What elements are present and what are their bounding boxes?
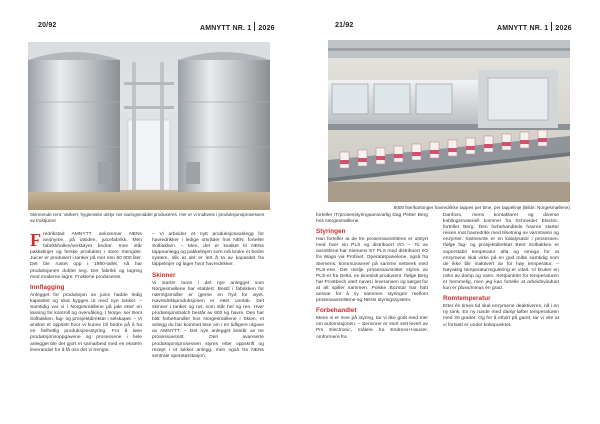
article-column-3 (316, 213, 428, 342)
body-paragraph: Danfoss, mens kontaktorer og diverse koblingsmateriell kommer fra Schneider Electric, forteller Berg. Den forbehandlede havren starter reisen mot havredrikk med tilsetning av varmtvann og enzymer. Sistnevnte er en katalysator i prosessen. Ifølge fag- og prosjektdirektør Bent Solbakken er superstabil temperatur alfa og omega for at enzymene skal virke på en god måte samtidig som de ikke blir inaktivert av for høy temperatur. – Nøyaktig temperaturregulering er vitalt. Vi bruker en miks av damp og vann. Settpunktet for temperaturen er hemmelig, men jeg kan fortelle at arbeidsvinduet kun er pluss/minus én grad. (443, 213, 559, 292)
header-divider (254, 22, 255, 31)
tank-hall-photo (28, 42, 270, 210)
lead-text: redrikstad AMNYTT ankommer NENs anonyme, på utsiden, juicefabrikk. Men fabrikkhallen/verktøyet bedrar. Inne står pakkelinjer og ferske produkter i store mengder. Juicer er produsert i tanker på mer enn 60 000 liter. Det ble rustet opp i 1980-tallet, nå har produksjonen doblet seg. Det fabrikk og lagring med moderne lagre. Fruktene produseres. (30, 232, 142, 280)
page-number: 21/92 (335, 22, 354, 29)
subheading: Styringen (316, 228, 346, 236)
magazine-year: 2026 (555, 25, 572, 32)
photo-caption: Skinnende rent: Varkert, hygieniske utstyr ner naringsmiddel produseres. Her er vi midtveis i produksjonsprosessen av fruktjuicer (30, 212, 265, 223)
article-column-1 (30, 232, 142, 355)
running-header (497, 22, 572, 34)
subheading: Romtemperatur (443, 295, 491, 303)
article-column-4 (443, 213, 559, 330)
body-paragraph: Anlegget for produksjon av juice hadde ledig kapasitet og skal bygges ut med nye tanker. – Samtidig var vi i Norgesmøllene på jakt etter en løsning for kontroll og overvåking. I Norge, ser Bent Solbakken, fag- og prosjektdirektør i selskapet. – Vi ønsket et oppsett hvor vi kunne bli bedre på å ha en helhetlig produksjonsstyring. For å løse produksjonsoppgavene og prosessene i hele anlegget ble det gjort et samarbeid med en ekstern leverandør for å få oss det vi trengte. (30, 292, 142, 353)
magazine-name: AMNYTT NR. 1 (497, 25, 549, 32)
body-paragraph: – Vi arbeider et nytt produksjonsanlegg for havredrikker i ledige områder hos NEN, forteller Solbakken. – Men, det er kvalitet til NENs tappeanlegg og pakkelinjen som må bruke et bedre system, slik at det er lett å ta av kapasitet fra tappelinjer og lager hvor havredrikker. (152, 232, 264, 268)
lead-paragraph (30, 232, 142, 281)
body-paragraph: Mens vi er inne på styring, tar vi like godt med mer om automasjonen. – Sensorer er stort sett levert av Pm Electronic, målere fra Endress+Hauser, omformere fra (316, 316, 428, 340)
body-paragraph: Han forteller at de tre prosessavsnittene er utstyrt med hver sin PLS og distribuert I/O. – To av avsnittene har Siemens S7 PLS med distribuert I/O fra Wago via Profinet. Operatørpanelene, også fra Siemens, kommuniserer på samme nettverk med PLS-ene. Det tredje prosessavsnittet styres av PLS-er fra Delta, en kinesisk produsent. Ifølge Berg har Frostbech vært navet i leveransen og sørget for at alt spiller sammen. Polske Bozstar har hatt ansvar for å sy sammen styringen mellom prosessavsnittene og NENs styringssystem. (316, 237, 428, 304)
page-number: 20/92 (38, 22, 57, 29)
running-header (200, 22, 275, 34)
magazine-name: AMNYTT NR. 1 (200, 25, 252, 32)
body-paragraph: Etter én times tid skal enzymene deaktiveres, nå i en ny tank. En ny runde med damp løfter temperaturen med 30 grader. Og for å ettvirt på garet, tar vi vite at vi fortsatt er under kokepunktet. (443, 304, 559, 328)
filling-line-photo (328, 40, 570, 202)
body-paragraph: Vi starter turen i det nye anlegget som Norgesmøllene har etablert. Bestil i fabrikken for næringsmidler er gjerne en fryd for øyet. Havredrikkproduksjonen er ettet unntak. Det skinner i tanker og rør, som står hel og ren. Hver produksjonsbatch består av 600 kg havre. Den har blitt forbehandlet hos Norgesmøllene i Skien, et anlegg du har kommet lese om i en tidligere utgave av AMNYTT. – Det nye anlegget består av tre prosessavsnitt. Den avanserte produksjonsprosessen styres etter oppskrift og resept i et lukket anlegg, men også fra NENs sentrale operatørstasjon, (152, 280, 264, 359)
subheading: Skinner (152, 271, 176, 279)
drop-cap: F (30, 230, 41, 250)
body-paragraph: forteller IT/prosesstyringsansvarlig Dag Petter Berg hos Norgesmøllene. (316, 213, 428, 225)
right-page (300, 0, 600, 424)
header-divider (551, 22, 552, 31)
subheading: Forbehandlet (316, 307, 357, 315)
article-column-2 (152, 232, 264, 361)
magazine-year: 2026 (258, 25, 275, 32)
subheading: Innflagging (30, 283, 65, 291)
photo-caption: 6000 liter/kartonger havredrikke tappes per time, per tappelinje (Bilde: Norgesmøllene). (393, 205, 571, 210)
